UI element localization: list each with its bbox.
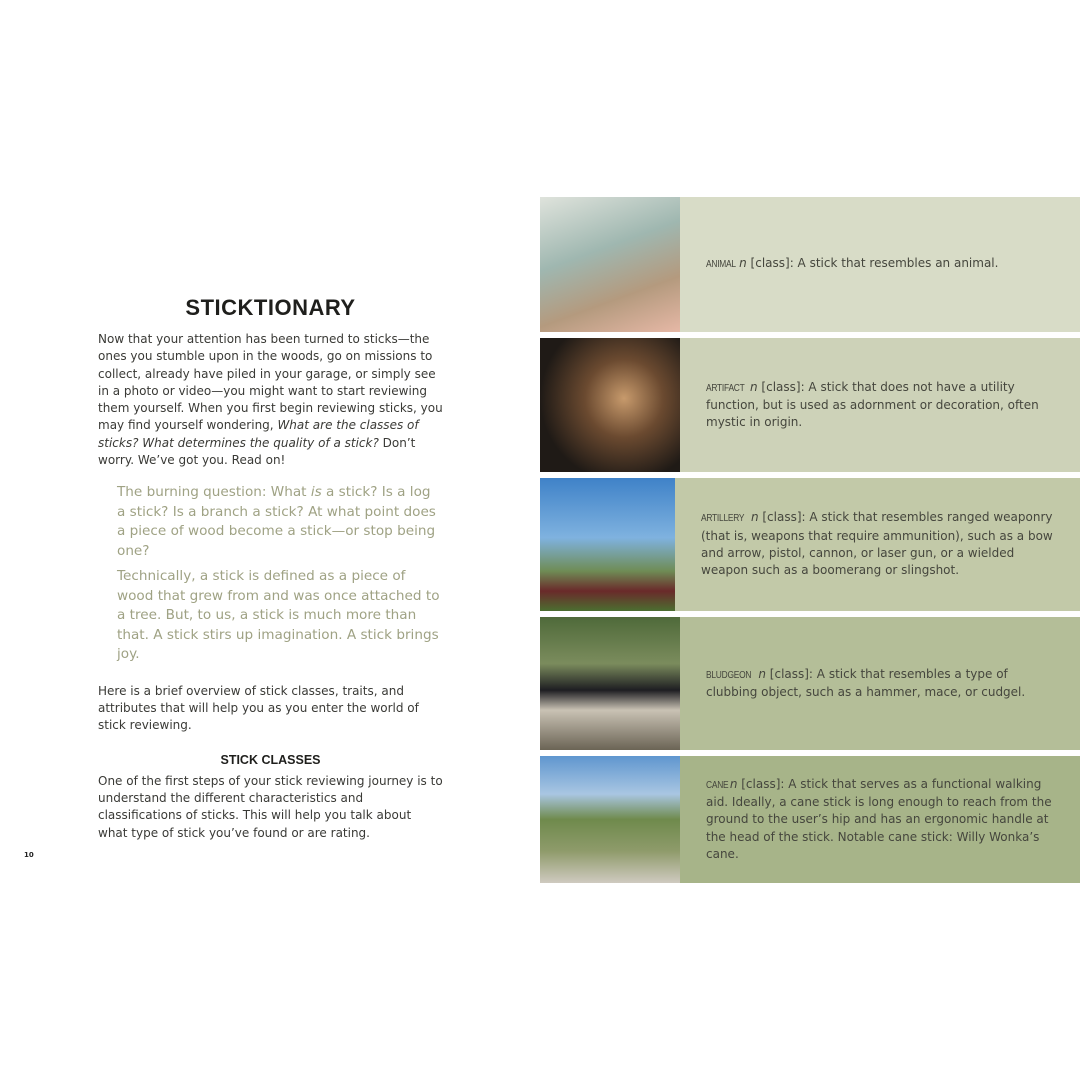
quote-paragraph-2: Technically, a stick is defined as a piece of wood that grew from and was once attached to a tree. But, to us, a stick is much more than that. A stick stirs up imagination. A stick brings joy.	[117, 568, 440, 663]
quote-paragraph-1	[117, 483, 443, 561]
definition: [class]: A stick that serves as a functional walking aid. Ideally, a cane stick is long enough to reach from the ground to the user’s hip and has an ergonomic handle at the head of the stick. Notable cane stick: Willy Wonka’s cane.	[706, 776, 1052, 861]
definition: [class]: A stick that resembles a type of clubbing object, such as a hammer, mace, or cudgel.	[706, 666, 1026, 699]
overview-paragraph: Here is a brief overview of stick classes, traits, and attributes that will help you as you enter the world of stick reviewing.	[98, 683, 419, 733]
part-of-speech: n	[739, 256, 747, 271]
part-of-speech: n	[729, 776, 738, 791]
definition-text	[680, 197, 1080, 332]
quote-text: The burning question: What	[117, 484, 311, 501]
intro-paragraph	[98, 331, 443, 469]
quote-emphasis: is	[310, 484, 322, 501]
left-page-content	[98, 295, 443, 842]
definition-text	[680, 338, 1080, 472]
part-of-speech: n	[750, 510, 759, 525]
definition-row-animal	[540, 197, 1080, 332]
term: ARTIFACT	[706, 381, 745, 394]
section-heading: STICK CLASSES	[220, 752, 321, 767]
part-of-speech: n	[750, 379, 758, 394]
definition-row-bludgeon	[540, 617, 1080, 750]
term: BLUDGEON	[706, 668, 752, 681]
artifact-stick-photo	[540, 338, 680, 472]
definition: [class]: A stick that does not have a utility function, but is used as adornment or decoration, often mystic in origin.	[706, 379, 1039, 430]
term: ANIMAL	[706, 258, 736, 271]
page-number: 10	[24, 851, 34, 859]
animal-stick-photo	[540, 197, 680, 332]
quote-text: a stick? Is a log a stick? Is a branch a stick? At what point does a piece of wood become a stick—or stop being one?	[117, 484, 436, 559]
term: CANE	[706, 778, 729, 791]
cane-stick-photo	[540, 756, 680, 883]
intro-text: Now that your attention has been turned to sticks—the ones you stumble upon in the woods, go on missions to collect, already have piled in your garage, or simply see in a photo or video—you might want to start reviewing them yourself. When you first begin reviewing sticks, you may find yourself wondering,	[98, 332, 443, 433]
pull-quote	[117, 483, 443, 665]
bludgeon-stick-photo	[540, 617, 680, 750]
section-paragraph: One of the first steps of your stick reviewing journey is to understand the different characteristics and classifications of sticks. This will help you talk about what type of stick you’ve found or are rating.	[98, 773, 443, 840]
definition-row-cane	[540, 756, 1080, 883]
intro-italic: What are the classes of sticks? What determines the quality of a stick?	[98, 418, 419, 450]
artillery-stick-photo	[540, 478, 675, 611]
definition-text	[680, 617, 1080, 750]
definition-row-artifact	[540, 338, 1080, 472]
definition-text	[680, 756, 1080, 883]
page-title: STICKTIONARY	[185, 295, 356, 320]
definition: [class]: A stick that resembles an animal.	[746, 256, 999, 271]
definition: [class]: A stick that resembles ranged weaponry (that is, weapons that require ammunition), such as a bow and arrow, pistol, cannon, or laser gun, or a wielded weapon such as a boomerang or slingshot.	[701, 510, 1053, 578]
definition-row-artillery	[540, 478, 1080, 611]
definition-text	[675, 478, 1080, 611]
part-of-speech: n	[758, 666, 766, 681]
intro-text-end: Don’t worry. We’ve got you. Read on!	[98, 435, 416, 468]
term: ARTILLERY	[701, 512, 745, 525]
